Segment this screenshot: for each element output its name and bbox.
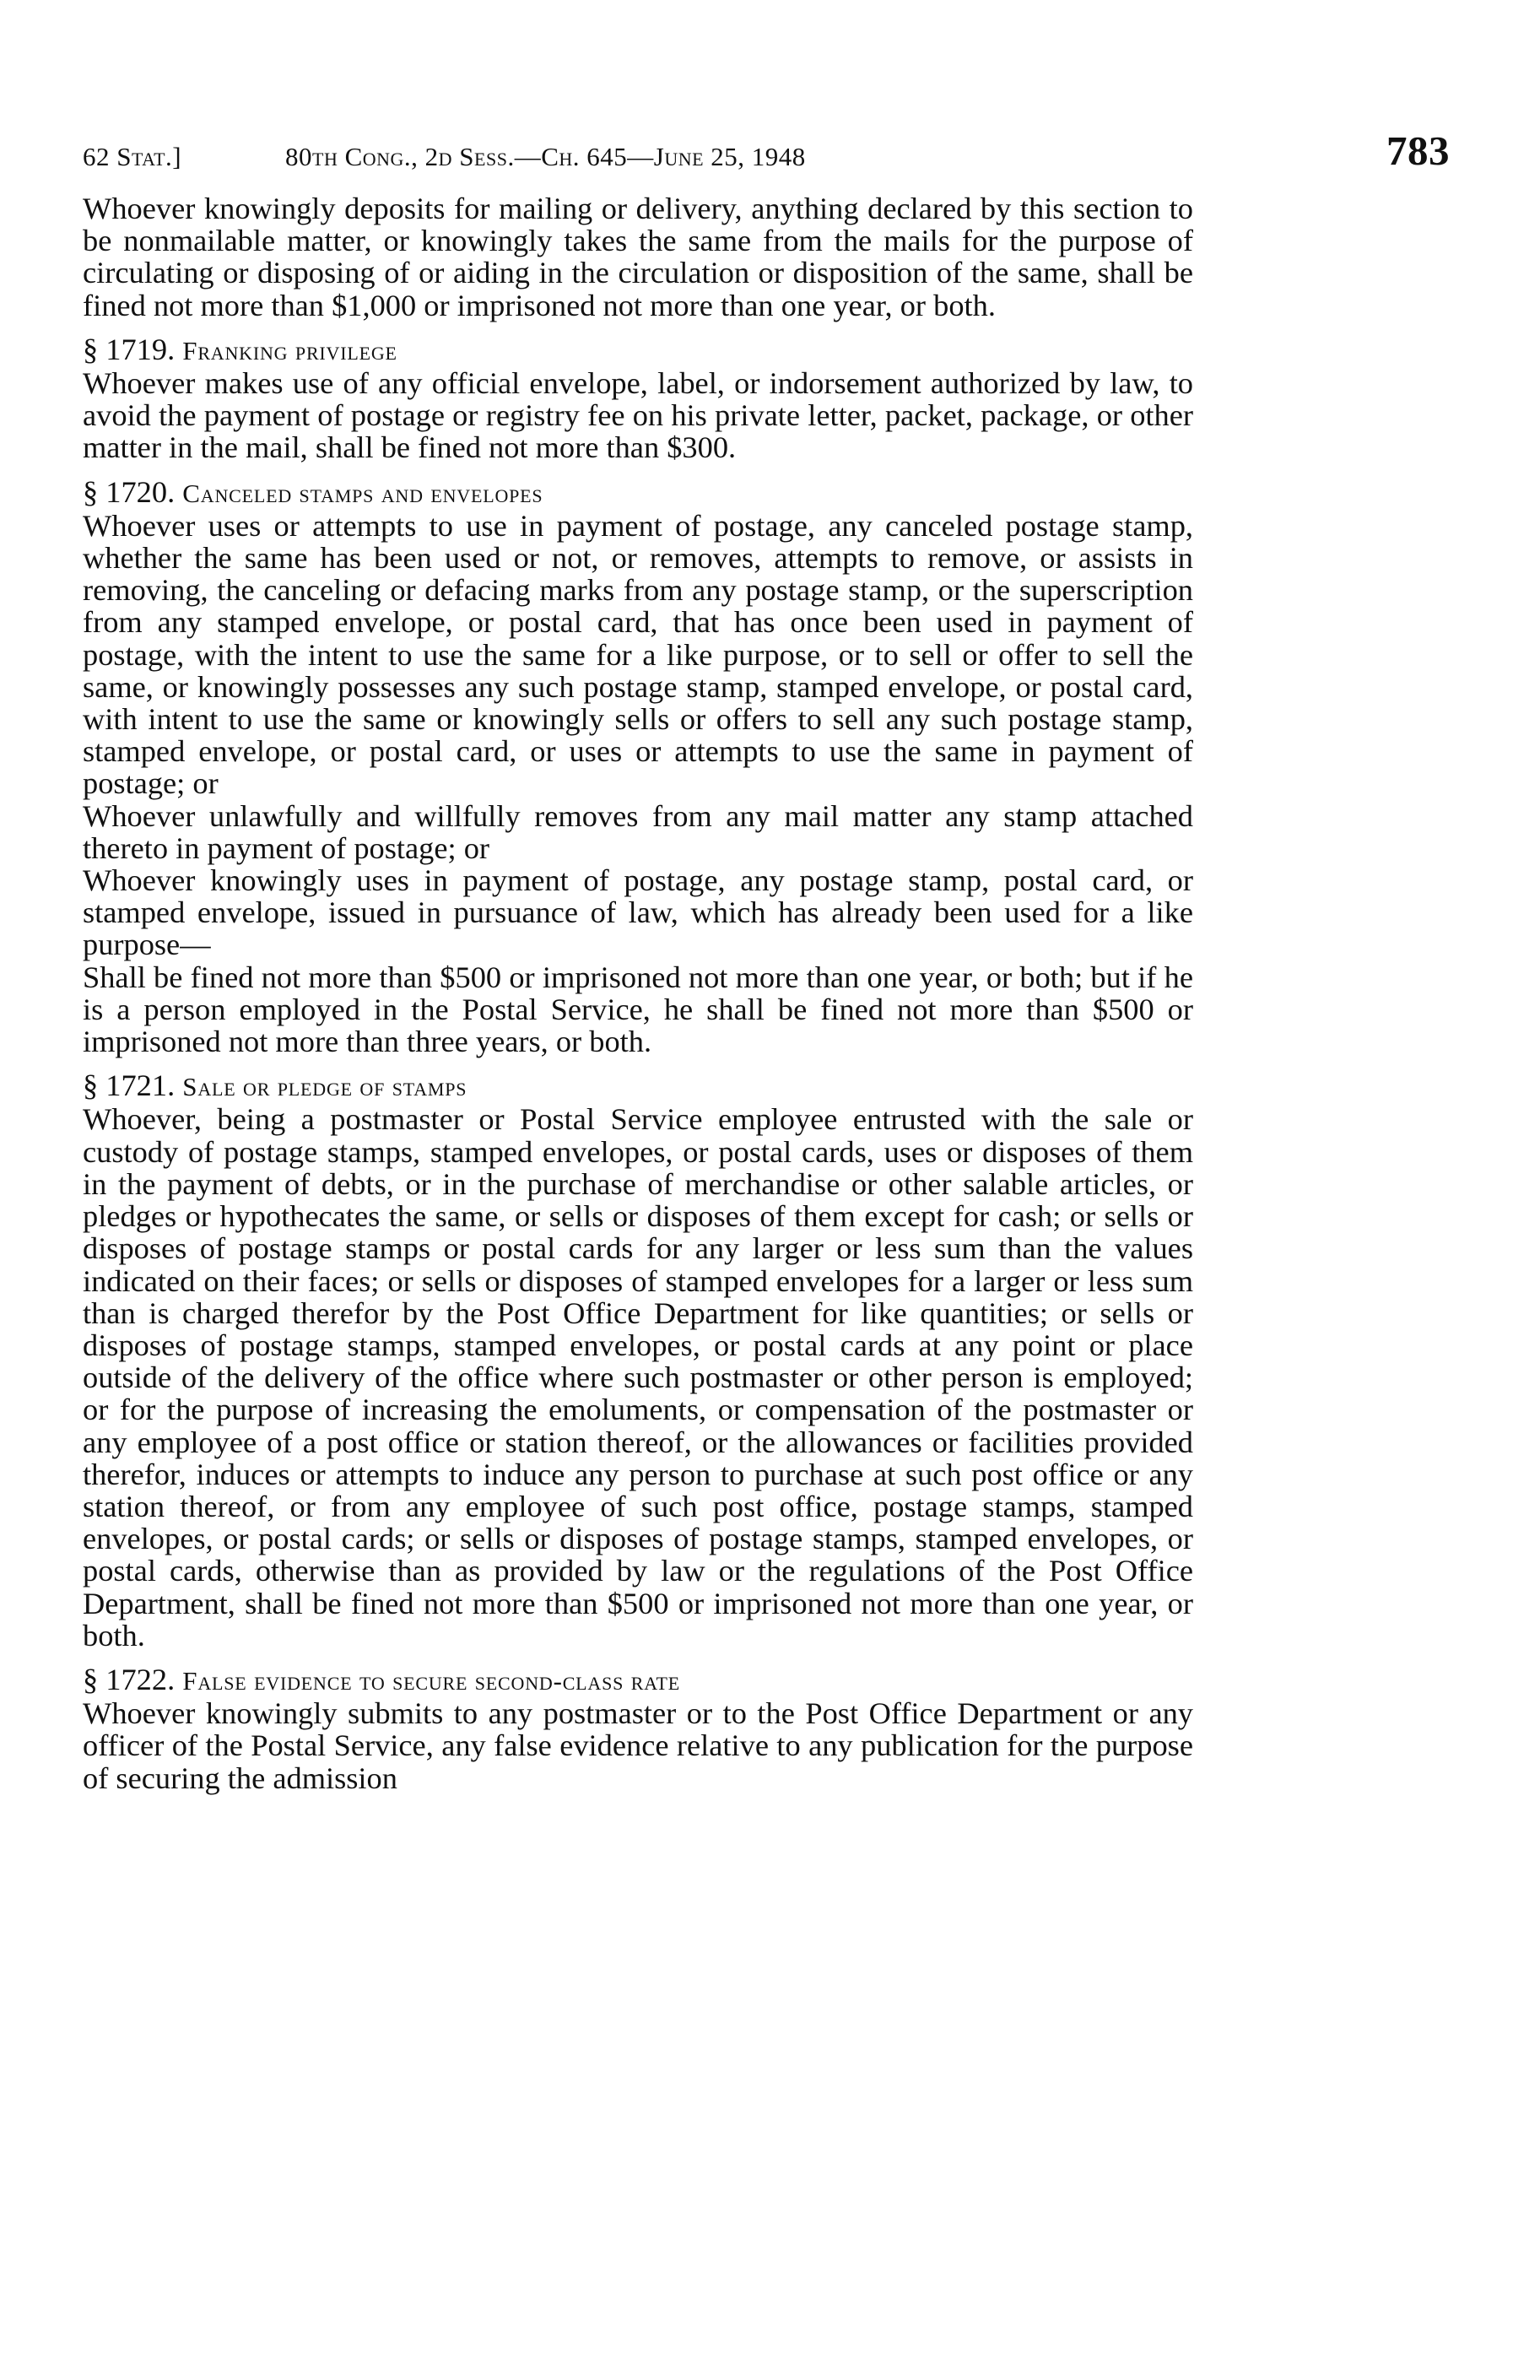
section-paragraph: Whoever makes use of any official envelope, label, or indorsement authorized by law, to avoid the payment of postage or registry fee on his private letter, packet, package, or other matter in the mail, shall be fined not more than $300. [83, 366, 1193, 465]
section-1722 [83, 1663, 1193, 1794]
section-paragraph: Whoever, being a postmaster or Postal Service employee entrusted with the sale or custody of postage stamps, stamped envelopes, or postal cards, uses or disposes of them in the payment of debts, or in the purchase of merchandise or other salable articles, or pledges or hypothecates the same, or sells or disposes of them except for cash; or sells or disposes of postage stamps or postal cards for any larger or less sum than the values indicated on their faces; or sells or disposes of stamped envelopes for a larger or less sum than is charged therefor by the Post Office Department for like quantities; or sells or disposes of postage stamps, stamped envelopes, or postal cards at any point or place outside of the delivery of the office where such postmaster or other person is employed; or for the purpose of increasing the emoluments, or compensation of the postmaster or any employee of a post office or station thereof, or the allowances or facilities provided therefor, induces or attempts to induce any person to purchase at such post office or any station thereof, or from any employee of such post office, postage stamps, stamped envelopes, or postal cards; or sells or disposes of postage stamps, stamped envelopes, or postal cards, otherwise than as provided by law or the regulations of the Post Office Department, shall be fined not more than $500 or imprisoned not more than one year, or both. [83, 1102, 1193, 1652]
intro-paragraph: Whoever knowingly deposits for mailing or delivery, anything declared by this section to be nonmailable matter, or knowingly takes the same from the mails for the purpose of circulating or disposing of or aiding in the circulation or disposition of the same, shall be fined not more than $1,000 or imprisoned not more than one year, or both. [83, 192, 1193, 322]
section-title: Franking privilege [182, 335, 397, 365]
section-title: False evidence to secure second-class rate [182, 1665, 680, 1696]
page-number: 783 [1386, 127, 1450, 174]
section-1719 [83, 333, 1193, 464]
section-number: § 1722. [83, 1662, 176, 1696]
section-number: § 1720. [83, 474, 176, 509]
section-number: § 1719. [83, 332, 176, 366]
section-paragraph: Whoever uses or attempts to use in payment of postage, any canceled postage stamp, whether the same has been used or not, or removes, attempts to remove, or assists in removing, the canceling or defacing marks from any postage stamp, or the superscription from any stamped envelope, or postal card, that has once been used in payment of postage, with the intent to use the same for a like purpose, or to sell or offer to sell the same, or knowingly possesses any such postage stamp, stamped envelope, or postal card, with intent to use the same or knowingly sells or offers to sell any such postage stamp, stamped envelope, or postal card, or uses or attempts to use the same in payment of postage; or [83, 508, 1193, 801]
section-heading [83, 333, 1193, 367]
section-title: Sale or pledge of stamps [182, 1072, 467, 1102]
section-number: § 1721. [83, 1068, 176, 1103]
section-heading [83, 1663, 1193, 1697]
section-heading [83, 476, 1193, 510]
body-text [83, 192, 1193, 1794]
section-title: Canceled stamps and envelopes [182, 478, 543, 508]
section-1721 [83, 1069, 1193, 1652]
section-heading [83, 1069, 1193, 1103]
running-header [83, 118, 1450, 174]
section-1720 [83, 476, 1193, 1058]
section-paragraph: Whoever unlawfully and willfully removes from any mail matter any stamp attached thereto in payment of postage; or [83, 798, 1193, 865]
section-paragraph: Whoever knowingly uses in payment of postage, any postage stamp, postal card, or stamped envelope, issued in pursuance of law, which has already been used for a like purpose— [83, 863, 1193, 962]
document-page [83, 118, 1450, 1795]
section-paragraph: Shall be fined not more than $500 or imprisoned not more than one year, or both; but if he is a person employed in the Postal Service, he shall be fined not more than $500 or imprisoned not more than three years, or both. [83, 960, 1193, 1059]
section-paragraph: Whoever knowingly submits to any postmaster or to the Post Office Department or any officer of the Postal Service, any false evidence relative to any publication for the purpose of securing the admission [83, 1696, 1193, 1795]
statute-reference: 62 Stat.] [83, 142, 182, 171]
session-chapter-date: 80th Cong., 2d Sess.—Ch. 645—June 25, 1948 [285, 142, 806, 171]
